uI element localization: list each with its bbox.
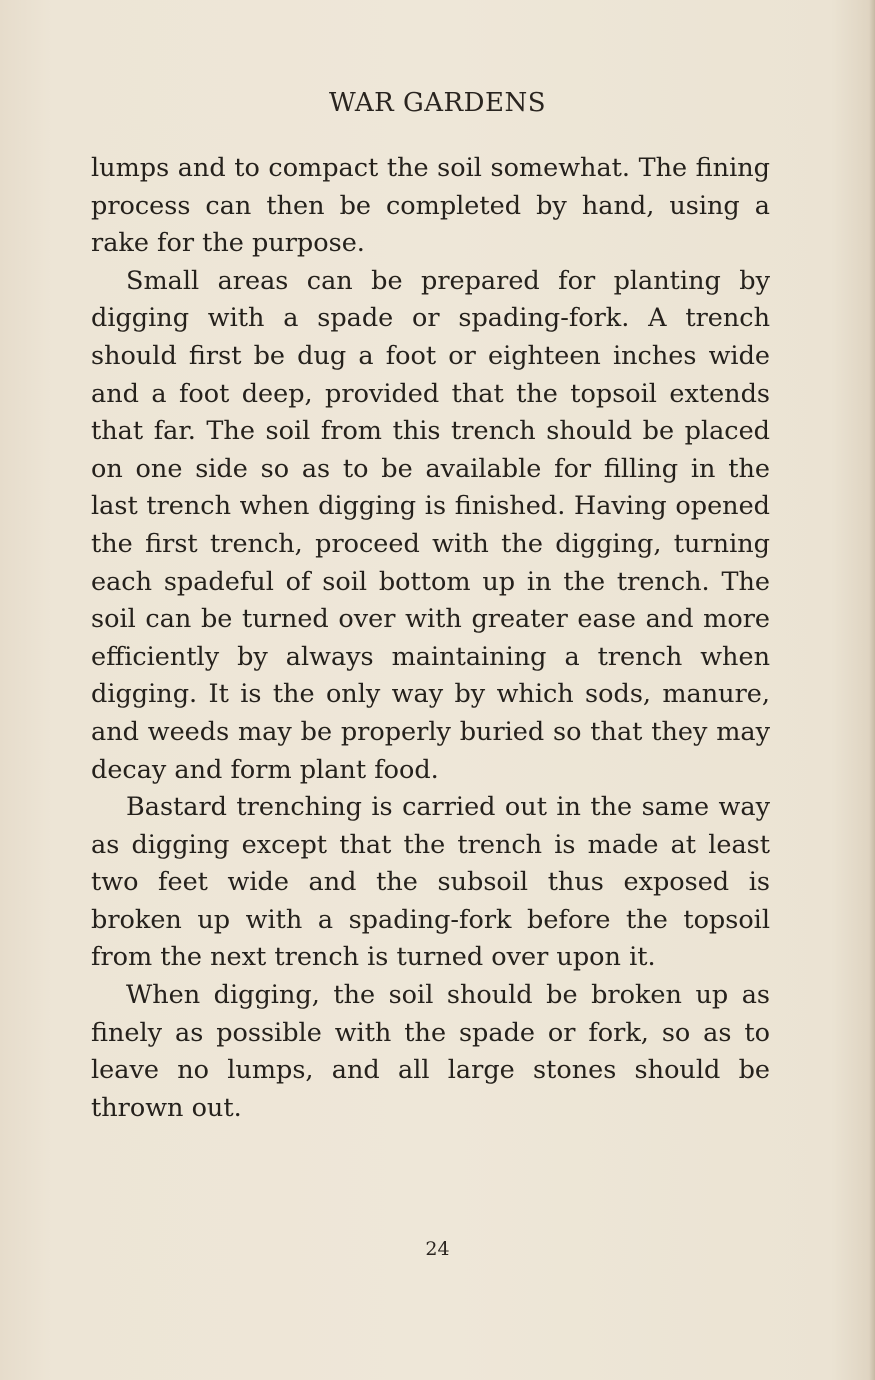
running-header: WAR GARDENS bbox=[328, 88, 547, 118]
body-text bbox=[91, 150, 770, 1127]
page-number: 24 bbox=[425, 1238, 450, 1260]
paragraph-bastard-trenching: Bastard trenching is carried out in the same way as digging except that the trench is made at least two feet wide and the subsoil thus exposed is broken up with a spading-fork before the topsoil from the next trench is turned over upon it. bbox=[91, 792, 770, 973]
page-edge-shadow bbox=[869, 0, 875, 1380]
paragraph-breaking-soil: When digging, the soil should be broken up as finely as possible with the spade or fork, so as to leave no lumps, and all large stones should be thrown out. bbox=[91, 980, 770, 1123]
paragraph-digging: Small areas can be prepared for planting by digging with a spade or spading-fork. A trench should first be dug a foot or eighteen inches wide and a foot deep, provided that the topsoil extends that far. The soil from this trench should be placed on one side so as to be available for filling in the last trench when digging is finished. Having opened the first trench, proceed with the digging, turning each spadeful of soil bottom up in the trench. The soil can be turned over with greater ease and more efficiently by always maintaining a trench when digging. It is the only way by which sods, manure, and weeds may be properly buried so that they may decay and form plant food. bbox=[91, 265, 770, 785]
paragraph-continued: lumps and to compact the soil somewhat. The fining process can then be completed by hand, using a rake for the purpose. bbox=[91, 153, 770, 259]
